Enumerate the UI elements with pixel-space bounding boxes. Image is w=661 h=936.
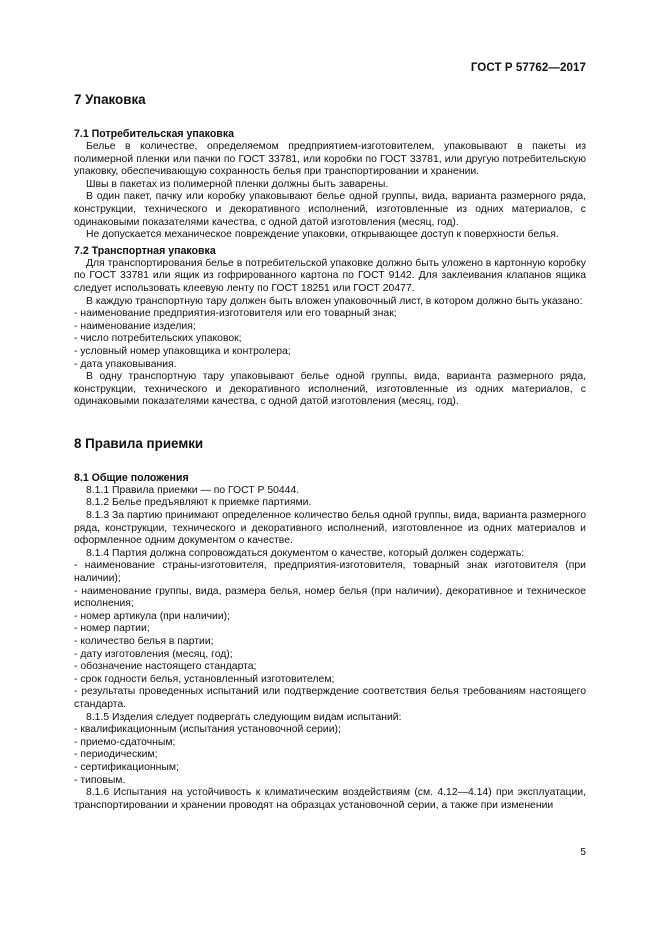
section-7-title: 7 Упаковка xyxy=(74,92,146,107)
list-item: - приемо-сдаточным; xyxy=(74,736,176,748)
list-item: - номер артикула (при наличии); xyxy=(74,610,231,622)
list-item: - квалификационным (испытания установочной серии); xyxy=(74,724,341,736)
clause-8-1-5: 8.1.5 Изделия следует подвергать следующим видам испытаний: xyxy=(86,711,402,723)
list-item: - номер партии; xyxy=(74,623,150,635)
document-body xyxy=(74,92,586,812)
list-item: - наименование изделия; xyxy=(74,320,196,332)
clause-8-1-3: 8.1.3 За партию принимают определенное количество белья одной группы, вида, варианта размерного ряда, конструкции, технического и декоративного исполнений, изготовленное из одних материалов и оформленное одним документом о качестве. xyxy=(74,510,586,547)
section-7-2-paragraph: Для транспортирования белье в потребительской упаковке должно быть уложено в картонную коробку по ГОСТ 33781 или ящик из гофрированного картона по ГОСТ 9142. Для заклеивания клапанов ящика следует использовать клеевую ленту по ГОСТ 18251 или ГОСТ 20477. xyxy=(74,257,586,294)
document-page xyxy=(74,0,586,936)
section-8-1-title: 8.1 Общие положения xyxy=(74,471,189,484)
section-7-1-title: 7.1 Потребительская упаковка xyxy=(74,128,235,140)
clause-8-1-2: 8.1.2 Белье предъявляют к приемке партиями. xyxy=(86,497,312,509)
list-item: - результаты проведенных испытаний или подтверждение соответствия белья требованиям настоящего стандарта. xyxy=(74,686,586,710)
list-item: - сертификационным; xyxy=(74,761,179,773)
clause-8-1-4: 8.1.4 Партия должна сопровождаться документом о качестве, который должен содержать: xyxy=(86,547,525,559)
section-7-1-paragraph: Швы в пакетах из полимерной пленки должны быть заварены. xyxy=(86,178,389,190)
document-code-header: ГОСТ Р 57762—2017 xyxy=(470,62,586,74)
section-7-1-paragraph: Белье в количестве, определяемом предприятием-изготовителем, упаковывают в пакеты из полимерной пленки или пачки по ГОСТ 33781, или коробки по ГОСТ 33781, или другую потребительскую упаковку, обеспечивающую сохранность белья при транспортировании и хранении. xyxy=(74,141,586,178)
list-item: - типовым. xyxy=(74,774,126,786)
section-7-1-paragraph: Не допускается механическое повреждение упаковки, открывающее доступ к поверхности белья. xyxy=(86,229,559,241)
list-item: - наименование предприятия-изготовителя или его товарный знак; xyxy=(74,308,397,320)
list-item: - обозначение настоящего стандарта; xyxy=(74,661,257,673)
section-7-2-title: 7.2 Транспортная упаковка xyxy=(74,244,216,257)
list-item: - условный номер упаковщика и контролера; xyxy=(74,345,291,357)
list-item: - дату изготовления (месяц, год); xyxy=(74,648,233,660)
list-item: - срок годности белья, установленный изготовителем; xyxy=(74,673,335,685)
list-item: - дата упаковывания. xyxy=(74,358,177,370)
list-item: - наименование группы, вида, размера белья, номер белья (при наличии), декоративное и техническое исполнения; xyxy=(74,585,586,610)
page-number: 5 xyxy=(580,847,586,858)
clause-8-1-1: 8.1.1 Правила приемки — по ГОСТ Р 50444. xyxy=(86,484,300,496)
list-item: - периодическим; xyxy=(74,749,158,761)
section-8-title: 8 Правила приемки xyxy=(74,435,204,451)
list-item: - число потребительских упаковок; xyxy=(74,333,242,345)
section-7-2-paragraph: В одну транспортную тару упаковывают белье одной группы, вида, варианта размерного ряда, конструкции, технического и декоративного исполнений, изготовленные из одних материалов, с одинаковыми показателями качества, с одной датой изготовления (месяц, год). xyxy=(74,371,586,408)
section-7-2-paragraph: В каждую транспортную тару должен быть вложен упаковочный лист, в котором должно быть указано: xyxy=(86,295,583,307)
section-7-1-paragraph: В один пакет, пачку или коробку упаковывают белье одной группы, вида, варианта размерного ряда, конструкции, технического и декоративного исполнений, изготовленные из одних материалов, с одинаковыми показателями качества, с одной датой изготовления (месяц, год). xyxy=(74,191,586,228)
list-item: - наименование страны-изготовителя, предприятия-изготовителя, товарный знак изготовителя (при наличии); xyxy=(74,560,586,585)
list-item: - количество белья в партии; xyxy=(74,636,214,647)
clause-8-1-6: 8.1.6 Испытания на устойчивость к климатическим воздействиям (см. 4.12—4.14) при эксплуатации, транспортировании и хранении проводят на образцах установочной серии, а также при изменении xyxy=(74,787,586,811)
